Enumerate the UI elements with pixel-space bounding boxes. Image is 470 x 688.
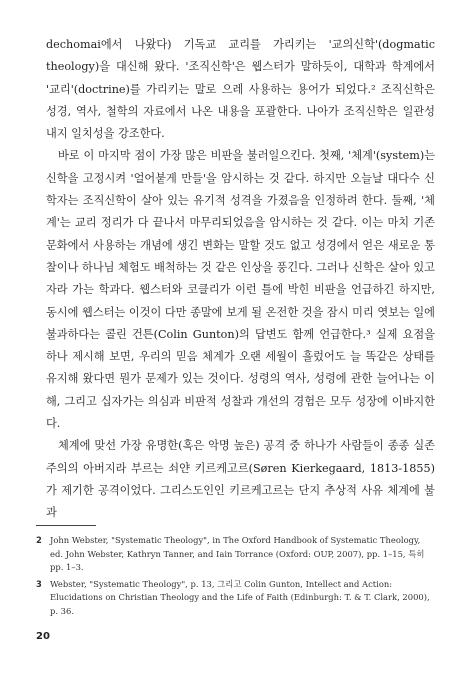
paragraph-2: 바로 이 마지막 점이 가장 많은 비판을 불러일으킨다. 첫째, '체계'(system)는 신학을 고정시켜 '얼어붙게 만들'을 암시하는 것 같다. 하지만 오늘날 대다수 신학자는 조직신학이 살아 있는 유기적 성격을 가졌음을 인정하려 한다. 둘째, '체계'는 교리 정리가 다 끝나서 마무리되었음을 암시하는 것 같다. 이는 마치 기존 문화에서 사용하는 개념에 생긴 변화는 말할 것도 없고 성경에서 얻은 새로운 통찰이나 하나님 체험도 배척하는 것 같은 인상을 풍긴다. 그러나 신학은 살아 있고 자라 가는 학과다. 웹스터와 코클리가 이런 틀에 박힌 비판을 언급하긴 하지만, 동시에 웹스터는 이것이 다만 종말에 보게 될 온전한 것을 잠시 미리 엿보는 일에 불과하다는 콜린 건튼(Colin Gunton)의 답변도 함께 언급한다.³ 실제 요점을 하나 제시해 보면, 우리의 믿음 체계가 오랜 세월이 흘렀어도 늘 똑같은 상태를 유지해 왔다면 뭔가 문제가 있는 것이다. 성령의 역사, 성령에 관한 늘어나는 이해, 그리고 십자가는 의심과 비판적 성찰과 개선의 경험은 모두 성장에 이바지한다. xyxy=(46,149,435,431)
footnotes xyxy=(36,534,435,621)
footnote-number: 3 xyxy=(36,578,42,589)
paragraph-1: dechomai에서 나왔다) 기독교 교리를 가리키는 '교의신학'(dogmatic theology)을 대신해 왔다. '조직신학'은 웹스터가 말하듯이, 대학과 학계에서 '교리'(doctrine)를 가리키는 말로 으레 사용하는 용어가 되었다.² 조직신학은 성경, 역사, 철학의 자료에서 나온 내용을 포괄한다. 나아가 조직신학은 일관성 내지 일치성을 강조한다. xyxy=(46,38,435,141)
footnote-text: Webster, "Systematic Theology", p. 13, 그리고 Colin Gunton, Intellect and Action: Elucidations on Christian Theology and the Life of Faith (Edinburgh: T. & T. Clark, 2000), p. 36. xyxy=(50,578,430,616)
footnote-text: John Webster, "Systematic Theology", in The Oxford Handbook of Systematic Theology, ed. John Webster, Kathryn Tanner, and Iain Torrance (Oxford: OUP, 2007), pp. 1–15, 특히 pp. 1–3. xyxy=(50,535,425,572)
footnote-3 xyxy=(36,578,435,619)
body-text xyxy=(46,34,435,525)
footnote-2 xyxy=(36,534,435,575)
footnote-divider xyxy=(36,525,96,526)
footnote-number: 2 xyxy=(36,535,42,545)
page-number: 20 xyxy=(36,631,50,642)
paragraph-3: 체계에 맞선 가장 유명한(혹은 악명 높은) 공격 중 하나가 사람들이 종종 실존주의의 아버지라 부르는 쇠얀 키르케고르(Søren Kierkegaard, 1813-1855)가 제기한 공격이었다. 그리스도인인 키르케고르는 단지 추상적 사유 체계에 불과 xyxy=(46,439,435,520)
